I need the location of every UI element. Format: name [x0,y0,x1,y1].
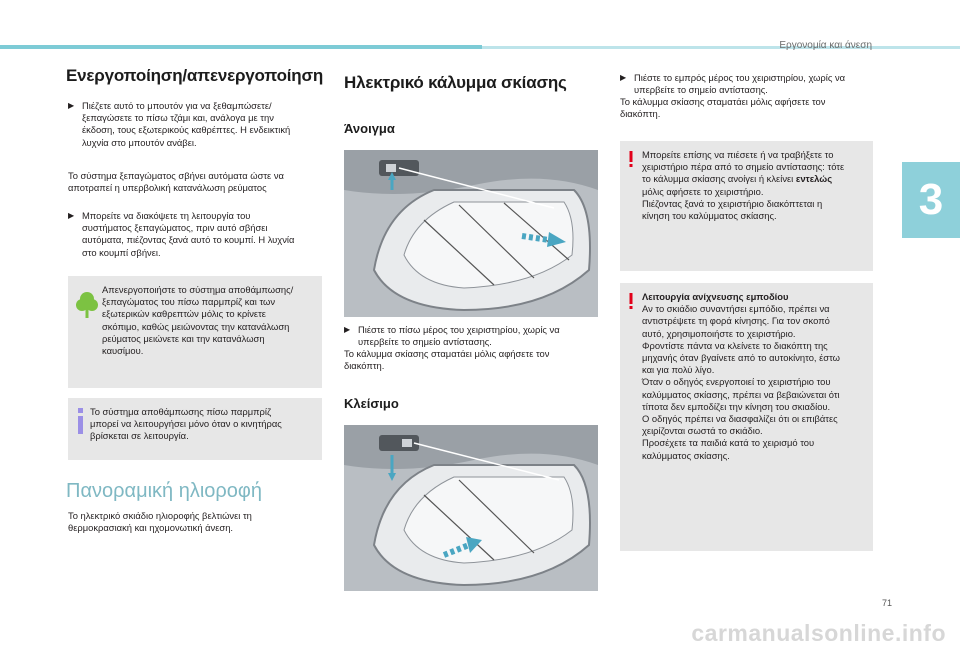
heading-opening: Άνοιγμα [344,121,395,136]
warning-text [642,149,844,222]
text-line: Πιέστε το εμπρός μέρος του χειριστηρίου, χωρίς να [634,72,846,83]
sunroof-close-image [344,425,598,591]
text-line: μηχανής όταν βγαίνετε από το αυτοκίνητο, έστω [642,352,840,364]
flag-bullet-icon: ▶ [620,73,627,82]
warning-title: Λειτουργία ανίχνευσης εμποδίου [642,291,789,302]
text-line: ξεπαγώματος του πίσω παρμπρίζ και των [102,296,276,308]
warning-box-obstacle [620,283,873,551]
text-line: θερμοκρασιακή και ηχομονωτική άνεση. [68,522,234,534]
flag-bullet-icon: ▶ [344,325,351,334]
flag-bullet-icon: ▶ [68,211,75,220]
text-line: Αν το σκιάδιο συναντήσει εμπόδιο, πρέπει να [642,303,830,315]
warning-box-full-travel [620,141,873,271]
text-line: Πιέζετε αυτό το μπουτόν για να ξεθαμπώσετε/ [82,100,272,111]
text-span: το κάλυμμα σκίασης ανοίγει ή κλείνει [642,173,796,185]
bullet-stop [68,210,294,259]
bullet-defrost [68,100,290,149]
text-line: Πιέστε το πίσω μέρος του χειριστηρίου, χωρίς να [358,324,560,335]
text-line: ρεύματος μειώνετε και την κατανάλωση [102,332,265,344]
text-line: υπερβείτε το σημείο αντίστασης. [358,336,492,348]
text-line: μπορεί να λειτουργήσει μόνο όταν ο κινητήρας [90,418,282,430]
header-accent-bar [0,45,482,49]
heading-sunshade: Ηλεκτρικό κάλυμμα σκίασης [344,73,567,92]
text-line: έκδοση, τους εξωτερικούς καθρέπτες. Η ενδεικτική [82,124,291,136]
text-line: βρίσκεται σε λειτουργία. [90,430,189,442]
text-line: διακόπτη. [344,360,385,372]
text-line: Πιέζοντας ξανά το χειριστήριο διακόπτεται η [642,197,823,209]
watermark: carmanualsonline.info [691,620,946,646]
text-line: Όταν ο οδηγός ενεργοποιεί το χειριστήριο του [642,376,831,388]
chapter-tab[interactable]: 3 [902,162,960,238]
text-line: συστήματος ξεπαγώματος, πριν αυτό σβήσει [82,222,268,234]
eco-text [102,284,293,357]
info-box [68,398,322,460]
text-line: Προσέχετε τα παιδιά κατά το χειρισμό του [642,437,815,449]
sunroof-open-illustration [344,150,598,317]
sunroof-open-image [344,150,598,317]
heading-closing: Κλείσιμο [344,396,399,411]
text-line: τίποτα δεν εμποδίζει την κίνηση του σκιαδίου. [642,400,831,412]
text-line: Το ηλεκτρικό σκιάδιο ηλιοροφής βελτιώνει τη [68,510,252,521]
text-line: Το σύστημα αποθάμπωσης πίσω παρμπρίζ [90,406,272,417]
text-line: αυτό, χρησιμοποιήστε το χειριστήριο. [642,327,796,339]
text-line: Ο οδηγός πρέπει να διασφαλίζει ότι οι επιβάτες [642,413,838,425]
text-line: Φροντίστε πάντα να κλείνετε το διακόπτη της [642,339,828,351]
section-header: Εργονομία και άνεση [779,40,872,51]
text-line: αντιστρέψετε τη φορά κίνησης. Για τον σκοπό [642,315,830,327]
warning-text [642,291,840,462]
text-line: καλύμματος σκίασης, πρέπει να βεβαιώνεται ότι [642,388,840,400]
bullet-close [620,72,845,96]
panoramic-text [68,510,252,534]
eco-box [68,276,322,388]
text-line: Μπορείτε να διακόψετε τη λειτουργία του [82,210,251,221]
paragraph-auto-off [68,170,284,194]
text-line: υπερβείτε το σημείο αντίστασης. [634,84,768,96]
text-line: λυχνία στο μπουτόν ανάβει. [82,136,197,148]
text-line: Το κάλυμμα σκίασης σταματάει μόλις αφήσετε τον [620,96,826,107]
flag-bullet-icon: ▶ [68,101,75,110]
paragraph-close [620,96,825,120]
info-icon [76,408,86,434]
text-line: χειριστήριο πέρα από το σημείο αντίστασης: τότε [642,161,845,173]
bullet-open [344,324,560,348]
text-bold: εντελώς [795,173,833,185]
heading-activation: Ενεργοποίηση/απενεργοποίηση [66,66,324,85]
text-line: καλύμματος σκίασης. [642,449,730,461]
eco-tree-icon [76,290,98,320]
text-line: αποτραπεί η υπερβολική κατανάλωση ρεύματος [68,182,267,194]
text-line: αυτόματα, πιέζοντας ξανά αυτό το κουμπί. Η λυχνία [82,234,295,246]
text-line: καυσίμου. [102,345,144,357]
text-line: κίνηση του καλύμματος σκίασης. [642,210,777,222]
text-line: χειρίζονται σωστά το σκιάδιο. [642,425,763,437]
text-line: Το σύστημα ξεπαγώματος σβήνει αυτόματα ώστε να [68,170,284,181]
text-line: Μπορείτε επίσης να πιέσετε ή να τραβήξετε το [642,149,834,160]
text-line: Απενεργοποιήστε το σύστημα αποθάμπωσης/ [102,284,294,295]
text-line: μόλις αφήσετε το χειριστήριο. [642,185,764,197]
text-line: και για πολύ λίγο. [642,364,715,376]
info-text [90,406,282,443]
page-number: 71 [881,598,892,608]
text-line: εξωτερικών καθρεπτών μόλις το κρίνετε [102,308,266,320]
warning-icon [628,293,634,311]
text-line [642,173,844,185]
text-line: Το κάλυμμα σκίασης σταματάει μόλις αφήσετε τον [344,348,550,359]
text-line: στο κουμπί σβήνει. [82,246,161,258]
sunroof-close-illustration [344,425,598,591]
paragraph-open [344,348,549,372]
text-line: διακόπτη. [620,108,661,120]
text-line: σκόπιμο, καθώς μειώνοντας την κατανάλωση [102,320,290,332]
heading-panoramic: Πανοραμική ηλιοροφή [66,480,262,502]
header-accent-bar-light [482,46,960,49]
text-line: ξεπαγώσετε το πίσω τζάμι και, ανάλογα με την [82,112,274,124]
warning-icon [628,151,634,169]
